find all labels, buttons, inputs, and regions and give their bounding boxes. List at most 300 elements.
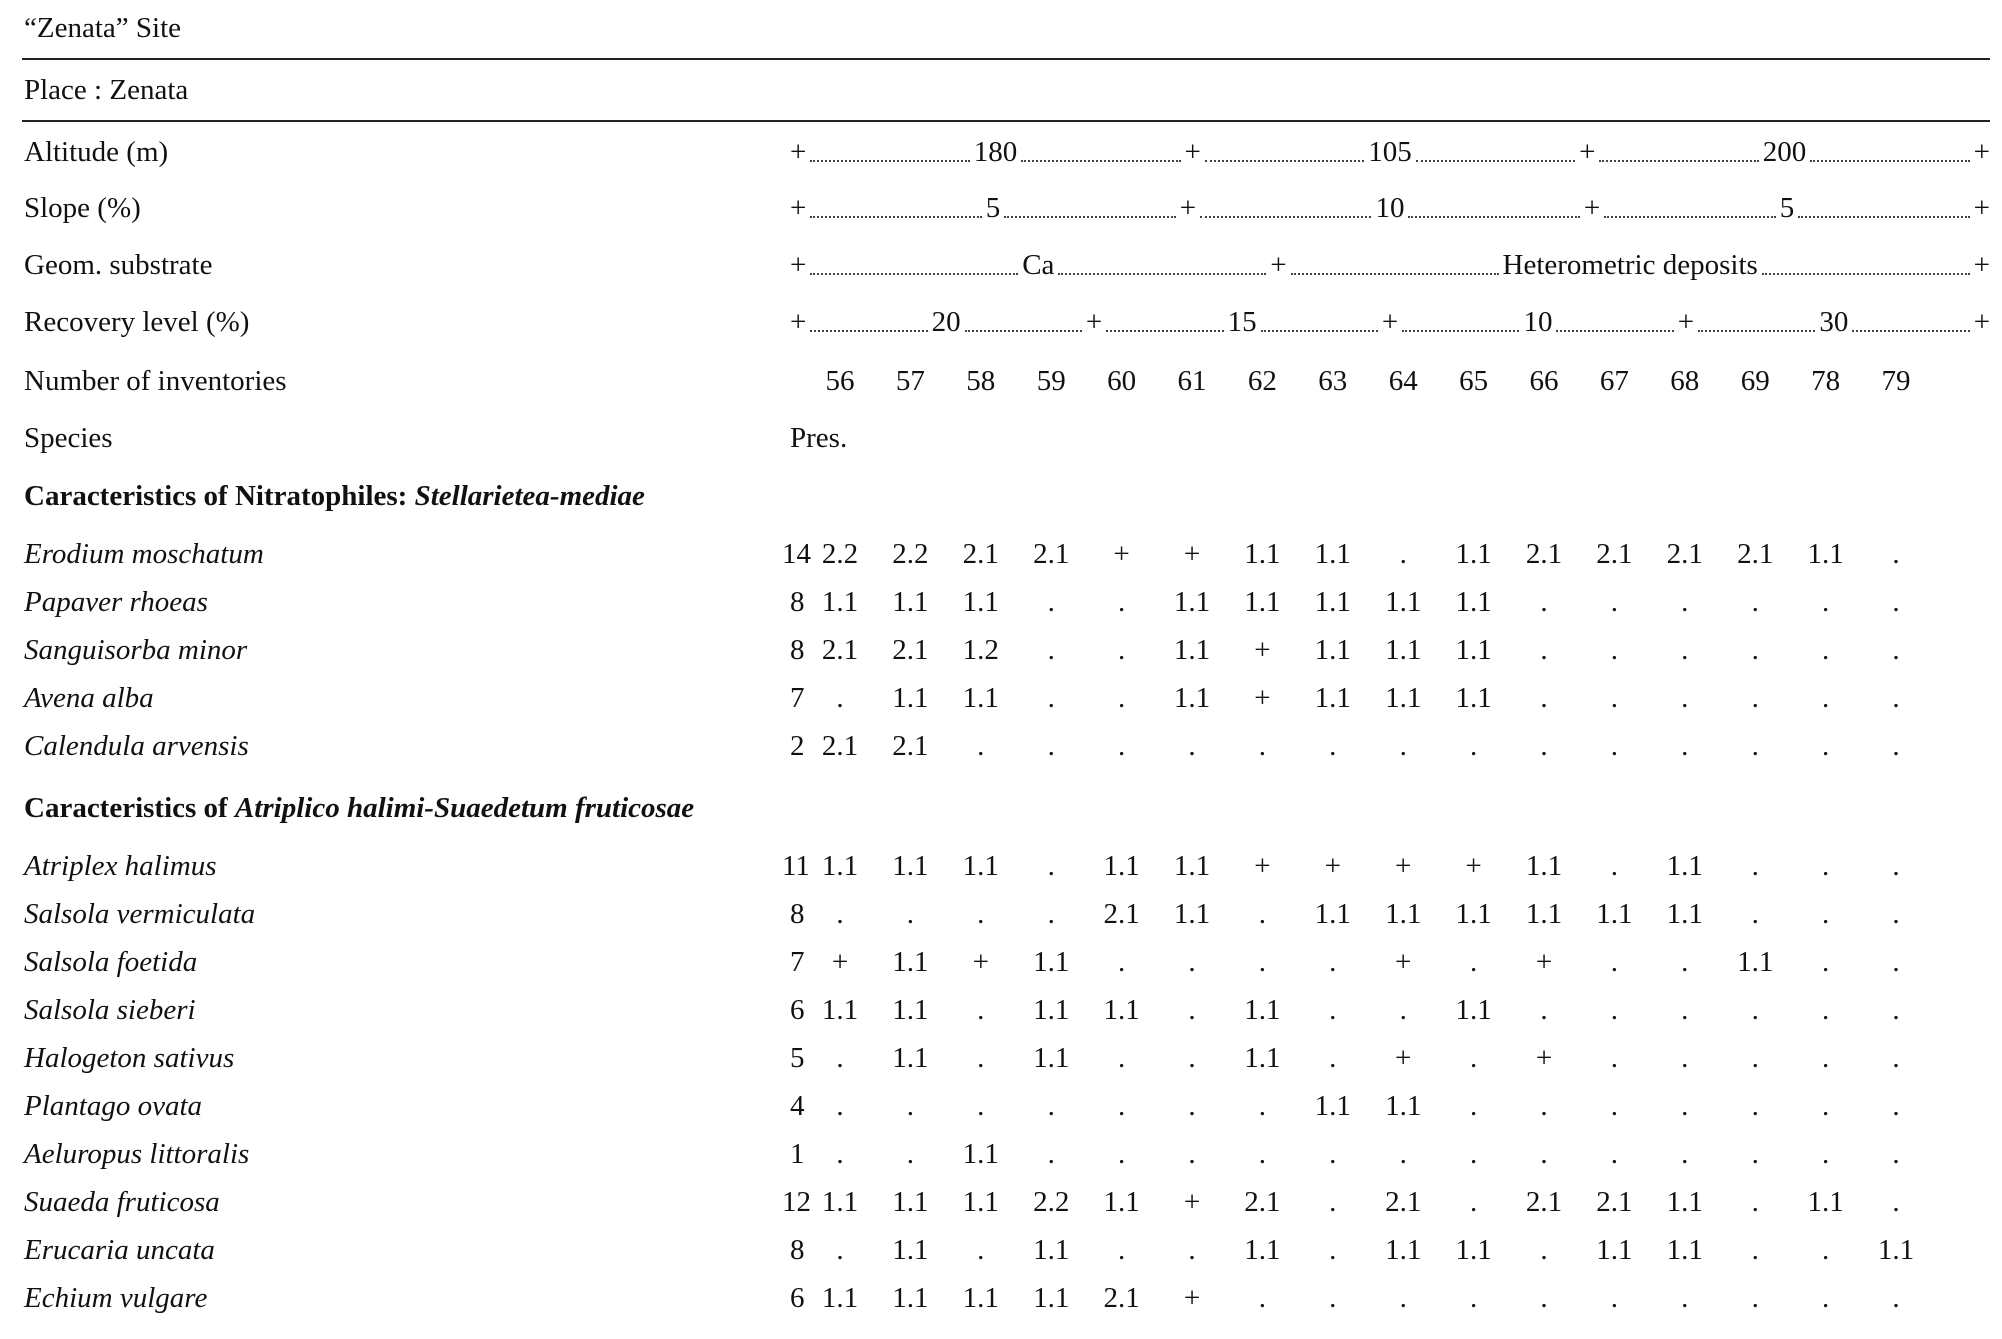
cover-value: . <box>1751 898 1759 930</box>
group-heading-bold: Caracteristics of <box>24 792 235 824</box>
cover-value: . <box>1540 1282 1548 1314</box>
cover-value: . <box>1047 1090 1055 1122</box>
plus-mark: + <box>790 192 807 224</box>
dotted-leader <box>965 330 1082 332</box>
species-name: Halogeton sativus <box>24 1042 235 1074</box>
cover-value: + <box>1183 1282 1201 1314</box>
env-label-0: Altitude (m) <box>24 136 169 168</box>
cover-value: . <box>1399 538 1407 570</box>
dotted-leader <box>1261 330 1378 332</box>
cover-value: . <box>1329 994 1337 1026</box>
cover-value: 1.1 <box>1385 682 1422 714</box>
cover-value: 1.1 <box>1244 1234 1281 1266</box>
cover-value: . <box>1117 946 1126 978</box>
cover-value: . <box>1329 1042 1337 1074</box>
cover-value: . <box>1892 850 1900 882</box>
cover-value: . <box>836 1138 844 1170</box>
species-presence: 5 <box>790 1042 805 1074</box>
cover-value: + <box>1395 850 1412 882</box>
cover-value: 2.1 <box>1244 1186 1281 1218</box>
inventory-number: 66 <box>1529 365 1559 397</box>
cover-value: . <box>1047 730 1055 762</box>
cover-value: 1.1 <box>892 586 929 618</box>
group-heading <box>24 794 694 823</box>
cover-value: 1.1 <box>1033 1042 1070 1074</box>
dotted-leader <box>1604 216 1775 218</box>
inventory-number: 56 <box>825 365 855 397</box>
plus-mark: + <box>1579 136 1596 168</box>
cover-value: 1.1 <box>821 1186 859 1218</box>
cover-value: . <box>1751 586 1759 618</box>
cover-value: 1.1 <box>1314 682 1351 714</box>
cover-value: . <box>1681 634 1689 666</box>
cover-value: . <box>1751 850 1759 882</box>
cover-value: 1.1 <box>1807 1186 1844 1218</box>
cover-value: + <box>1254 682 1271 714</box>
cover-value: . <box>1821 682 1830 714</box>
cover-value: + <box>1183 1186 1201 1218</box>
cover-value: 1.1 <box>1455 634 1492 666</box>
dotted-leader <box>1810 160 1969 162</box>
cover-value: . <box>1751 1282 1759 1314</box>
plus-mark: + <box>1677 306 1695 338</box>
inventory-number: 64 <box>1388 365 1418 397</box>
dotted-leader <box>1599 160 1758 162</box>
cover-value: 1.1 <box>1033 994 1070 1026</box>
species-presence: 7 <box>790 946 805 978</box>
cover-value: . <box>1469 1042 1478 1074</box>
env-value: 10 <box>1523 306 1553 338</box>
cover-value: 1.1 <box>1033 946 1070 978</box>
cover-value: 1.1 <box>1244 586 1281 618</box>
cover-value: 1.1 <box>1103 850 1140 882</box>
cover-value: . <box>1188 1042 1196 1074</box>
species-presence: 6 <box>790 1282 805 1314</box>
cover-value: . <box>1329 1138 1337 1170</box>
cover-value: 1.1 <box>892 1282 929 1314</box>
cover-value: . <box>1540 634 1548 666</box>
inventory-number: 57 <box>895 365 925 397</box>
cover-value: 1.1 <box>962 1282 999 1314</box>
inventory-number: 59 <box>1036 365 1066 397</box>
species-name: Atriplex halimus <box>24 850 217 882</box>
cover-value: . <box>1329 946 1337 978</box>
cover-value: . <box>1258 1282 1267 1314</box>
cover-value: . <box>1117 1042 1126 1074</box>
presence-label: Pres. <box>790 422 848 454</box>
cover-value: . <box>1821 634 1830 666</box>
cover-value: 1.1 <box>1596 1234 1633 1266</box>
cover-value: . <box>1610 1090 1619 1122</box>
cover-value: 2.1 <box>1596 1186 1633 1218</box>
cover-value: . <box>1610 994 1619 1026</box>
cover-value: . <box>1821 1138 1830 1170</box>
cover-value: . <box>906 898 915 930</box>
cover-value: . <box>1047 898 1055 930</box>
cover-value: . <box>1540 994 1548 1026</box>
species-presence: 8 <box>790 1234 805 1266</box>
env-value: Ca <box>1022 249 1055 281</box>
env-values-1 <box>790 194 1990 223</box>
env-value: 5 <box>1779 192 1795 224</box>
plus-mark: + <box>1381 306 1399 338</box>
dotted-leader <box>1402 330 1519 332</box>
cover-value: 1.1 <box>1666 898 1703 930</box>
cover-value: . <box>1610 586 1619 618</box>
cover-value: . <box>1892 898 1900 930</box>
cover-value: 1.1 <box>821 994 859 1026</box>
cover-value: . <box>1188 1138 1196 1170</box>
cover-value: . <box>977 1090 985 1122</box>
cover-value: 2.1 <box>1103 1282 1140 1314</box>
env-value: 200 <box>1762 136 1807 168</box>
cover-value: . <box>1117 682 1126 714</box>
dotted-leader <box>1058 273 1266 275</box>
cover-value: . <box>977 898 985 930</box>
cover-value: . <box>1258 1138 1267 1170</box>
cover-value: 2.1 <box>1385 1186 1422 1218</box>
cover-value: 1.1 <box>1314 634 1351 666</box>
cover-value: . <box>1047 682 1055 714</box>
species-name: Papaver rhoeas <box>24 586 208 618</box>
dotted-leader <box>1852 330 1969 332</box>
cover-value: 1.1 <box>1314 586 1351 618</box>
cover-value: 1.1 <box>1666 1186 1703 1218</box>
group-heading <box>24 482 645 511</box>
cover-value: 1.1 <box>892 1234 929 1266</box>
cover-value: . <box>1469 1090 1478 1122</box>
inventory-number: 69 <box>1740 365 1770 397</box>
cover-value: . <box>836 1042 844 1074</box>
species-presence: 11 <box>782 850 810 882</box>
plus-mark: + <box>1583 192 1601 224</box>
cover-value: 2.1 <box>892 634 929 666</box>
dotted-leader <box>1021 160 1180 162</box>
env-value: 5 <box>985 192 1001 224</box>
cover-value: . <box>1117 1090 1126 1122</box>
cover-value: 1.1 <box>1244 994 1281 1026</box>
cover-value: + <box>1535 1042 1553 1074</box>
cover-value: 1.1 <box>1033 1282 1070 1314</box>
cover-value: 1.1 <box>892 1186 929 1218</box>
cover-value: 1.1 <box>962 682 999 714</box>
cover-value: . <box>1047 1138 1055 1170</box>
cover-value: 1.1 <box>1385 1234 1422 1266</box>
cover-value: . <box>1610 730 1619 762</box>
plus-mark: + <box>1184 136 1201 168</box>
cover-value: 1.1 <box>892 682 929 714</box>
species-name: Erodium moschatum <box>24 538 264 570</box>
cover-value: . <box>1681 682 1689 714</box>
cover-value: . <box>1681 994 1689 1026</box>
cover-value: . <box>1540 1138 1548 1170</box>
species-name: Sanguisorba minor <box>24 634 248 666</box>
cover-value: 1.1 <box>962 586 999 618</box>
cover-value: . <box>1681 1042 1689 1074</box>
cover-value: 1.1 <box>1314 1090 1351 1122</box>
cover-value: . <box>1892 1138 1900 1170</box>
species-presence: 1 <box>790 1138 805 1170</box>
cover-value: 1.1 <box>1455 586 1492 618</box>
env-values-2 <box>790 251 1990 280</box>
cover-value: 1.1 <box>1525 850 1563 882</box>
inventory-number: 62 <box>1247 365 1277 397</box>
species-presence: 8 <box>790 634 805 666</box>
cover-value: + <box>1535 946 1553 978</box>
inventory-number: 63 <box>1318 365 1348 397</box>
cover-value: . <box>1399 994 1407 1026</box>
cover-value: + <box>1113 538 1130 570</box>
species-label: Species <box>24 422 113 454</box>
group-heading-italic: Atriplico halimi-Suaedetum fruticosae <box>234 792 695 824</box>
cover-value: 1.1 <box>1525 898 1563 930</box>
cover-value: . <box>1892 586 1900 618</box>
cover-value: . <box>1329 730 1337 762</box>
inventory-number: 68 <box>1670 365 1700 397</box>
cover-value: . <box>1540 586 1548 618</box>
cover-value: . <box>1892 946 1900 978</box>
dotted-leader <box>1291 273 1499 275</box>
species-presence: 7 <box>790 682 805 714</box>
cover-value: 1.1 <box>1314 538 1351 570</box>
cover-value: 1.1 <box>1173 850 1211 882</box>
cover-value: 1.1 <box>892 946 929 978</box>
cover-value: . <box>1469 946 1478 978</box>
cover-value: . <box>977 994 985 1026</box>
cover-value: 1.1 <box>892 994 929 1026</box>
cover-value: . <box>1681 946 1689 978</box>
plus-mark: + <box>1973 306 1991 338</box>
cover-value: . <box>1821 1234 1830 1266</box>
plus-mark: + <box>1973 192 1990 224</box>
cover-value: . <box>1892 1090 1900 1122</box>
cover-value: + <box>1465 850 1482 882</box>
cover-value: 1.1 <box>821 1282 859 1314</box>
cover-value: . <box>1821 586 1830 618</box>
cover-value: . <box>1188 946 1196 978</box>
cover-value: . <box>836 898 844 930</box>
cover-value: . <box>1681 1090 1689 1122</box>
cover-value: + <box>1395 1042 1412 1074</box>
cover-value: . <box>1821 1090 1830 1122</box>
cover-value: . <box>1892 730 1900 762</box>
cover-value: . <box>1047 634 1055 666</box>
cover-value: + <box>1183 538 1201 570</box>
dotted-leader <box>810 160 969 162</box>
cover-value: 2.1 <box>1525 1186 1563 1218</box>
cover-value: . <box>1751 994 1759 1026</box>
species-name: Erucaria uncata <box>24 1234 215 1266</box>
cover-value: . <box>1469 1282 1478 1314</box>
cover-value: . <box>1821 946 1830 978</box>
cover-value: 1.1 <box>1314 898 1351 930</box>
cover-value: 2.1 <box>1525 538 1563 570</box>
cover-value: + <box>1254 634 1271 666</box>
cover-value: 2.1 <box>962 538 999 570</box>
cover-value: . <box>1751 682 1759 714</box>
cover-value: . <box>1681 730 1689 762</box>
inventory-number: 60 <box>1107 365 1137 397</box>
cover-value: . <box>836 682 844 714</box>
cover-value: . <box>1751 1186 1759 1218</box>
species-name: Salsola vermiculata <box>24 898 256 930</box>
dotted-leader <box>1205 160 1364 162</box>
species-presence: 8 <box>790 898 805 930</box>
inventory-number: 58 <box>966 365 996 397</box>
dotted-leader <box>1408 216 1579 218</box>
cover-value: . <box>1892 1186 1900 1218</box>
species-presence: 12 <box>782 1186 811 1218</box>
cover-value: . <box>1821 994 1830 1026</box>
cover-value: 1.1 <box>1737 946 1774 978</box>
cover-value: . <box>1540 682 1548 714</box>
cover-value: . <box>1258 898 1267 930</box>
env-values-3 <box>790 308 1990 337</box>
env-label-3: Recovery level (%) <box>24 306 250 338</box>
cover-value: . <box>1892 1282 1900 1314</box>
cover-value: . <box>1047 850 1055 882</box>
cover-value: . <box>1892 682 1900 714</box>
cover-value: . <box>1329 1234 1337 1266</box>
inventory-number: 61 <box>1177 365 1207 397</box>
inventory-number: 65 <box>1459 365 1489 397</box>
cover-value: 1.1 <box>821 586 859 618</box>
cover-value: . <box>1821 730 1830 762</box>
cover-value: 2.1 <box>1103 898 1140 930</box>
cover-value: 1.1 <box>962 1186 999 1218</box>
species-name: Aeluropus littoralis <box>24 1138 250 1170</box>
cover-value: . <box>1117 730 1126 762</box>
cover-value: 2.1 <box>1666 538 1703 570</box>
cover-value: 1.1 <box>821 850 859 882</box>
cover-value: . <box>1610 634 1619 666</box>
cover-value: 2.1 <box>1596 538 1633 570</box>
cover-value: . <box>1329 1186 1337 1218</box>
species-name: Salsola sieberi <box>24 994 196 1026</box>
second-rule <box>22 120 1990 122</box>
inventory-number: 78 <box>1811 365 1841 397</box>
cover-value: 1.1 <box>962 1138 999 1170</box>
cover-value: . <box>1610 1042 1619 1074</box>
plus-mark: + <box>1270 249 1287 281</box>
plus-mark: + <box>1085 306 1103 338</box>
cover-value: . <box>1117 1234 1126 1266</box>
cover-value: . <box>977 730 985 762</box>
cover-value: . <box>1751 634 1759 666</box>
cover-value: . <box>1258 1090 1267 1122</box>
dotted-leader <box>1556 330 1673 332</box>
species-presence: 6 <box>790 994 805 1026</box>
cover-value: . <box>1117 1138 1126 1170</box>
cover-value: . <box>977 1234 985 1266</box>
env-value: 10 <box>1375 192 1405 224</box>
env-value: 30 <box>1819 306 1849 338</box>
cover-value: . <box>1399 1282 1407 1314</box>
cover-value: . <box>1258 730 1267 762</box>
cover-value: . <box>1681 1138 1689 1170</box>
cover-value: 1.1 <box>1385 586 1422 618</box>
cover-value: . <box>1329 1282 1337 1314</box>
env-value: 180 <box>973 136 1018 168</box>
cover-value: 1.1 <box>1666 1234 1703 1266</box>
cover-value: . <box>1399 1138 1407 1170</box>
cover-value: 1.1 <box>1103 1186 1140 1218</box>
cover-value: . <box>1821 1042 1830 1074</box>
cover-value: . <box>1610 1282 1619 1314</box>
species-presence: 2 <box>790 730 805 762</box>
cover-value: + <box>1254 850 1271 882</box>
cover-value: 1.1 <box>1596 898 1633 930</box>
cover-value: . <box>1047 586 1055 618</box>
env-value: 105 <box>1368 136 1412 168</box>
cover-value: 1.1 <box>1385 898 1422 930</box>
cover-value: 1.1 <box>1455 682 1492 714</box>
cover-value: . <box>1892 994 1900 1026</box>
cover-value: 1.1 <box>1244 1042 1281 1074</box>
cover-value: 2.1 <box>1033 538 1070 570</box>
species-name: Salsola foetida <box>24 946 198 978</box>
cover-value: . <box>1469 1186 1478 1218</box>
cover-value: 1.1 <box>1455 994 1492 1026</box>
cover-value: . <box>1610 1138 1619 1170</box>
cover-value: . <box>906 1138 915 1170</box>
group-heading-bold: Caracteristics of Nitratophiles: <box>24 480 415 512</box>
dotted-leader <box>1762 273 1970 275</box>
env-label-2: Geom. substrate <box>24 249 213 281</box>
plus-mark: + <box>790 249 807 281</box>
group-heading-italic: Stellarietea-mediae <box>414 480 645 512</box>
cover-value: + <box>1395 946 1412 978</box>
dotted-leader <box>810 216 981 218</box>
cover-value: . <box>1821 850 1830 882</box>
cover-value: + <box>972 946 989 978</box>
dotted-leader <box>1004 216 1175 218</box>
cover-value: 2.2 <box>892 538 929 570</box>
dotted-leader <box>1106 330 1223 332</box>
cover-value: 2.1 <box>821 730 859 762</box>
env-value: 15 <box>1227 306 1257 338</box>
species-name: Echium vulgare <box>24 1282 208 1314</box>
cover-value: 1.2 <box>962 634 999 666</box>
species-name: Calendula arvensis <box>24 730 249 762</box>
cover-value: 1.1 <box>1173 586 1211 618</box>
dotted-leader <box>810 273 1018 275</box>
cover-value: . <box>1892 538 1900 570</box>
cover-value: 1.1 <box>1103 994 1140 1026</box>
cover-value: . <box>1681 586 1689 618</box>
cover-value: . <box>1610 946 1619 978</box>
cover-value: . <box>1751 1042 1759 1074</box>
cover-value: 1.1 <box>962 850 999 882</box>
cover-value: . <box>1751 1234 1759 1266</box>
place-line: Place : Zenata <box>24 74 189 106</box>
cover-value: . <box>1188 1090 1196 1122</box>
env-label-1: Slope (%) <box>24 192 141 224</box>
inventory-number: 79 <box>1881 365 1911 397</box>
cover-value: 1.1 <box>892 1042 929 1074</box>
site-title: “Zenata” Site <box>24 12 181 44</box>
cover-value: 1.1 <box>1455 898 1492 930</box>
dotted-leader <box>810 330 927 332</box>
cover-value: . <box>1469 730 1478 762</box>
cover-value: 2.1 <box>821 634 859 666</box>
cover-value: 1.1 <box>1385 1090 1422 1122</box>
species-name: Avena alba <box>24 682 154 714</box>
cover-value: 1.1 <box>892 850 929 882</box>
cover-value: . <box>1117 586 1126 618</box>
top-rule <box>22 58 1990 60</box>
cover-value: 1.1 <box>1385 634 1422 666</box>
